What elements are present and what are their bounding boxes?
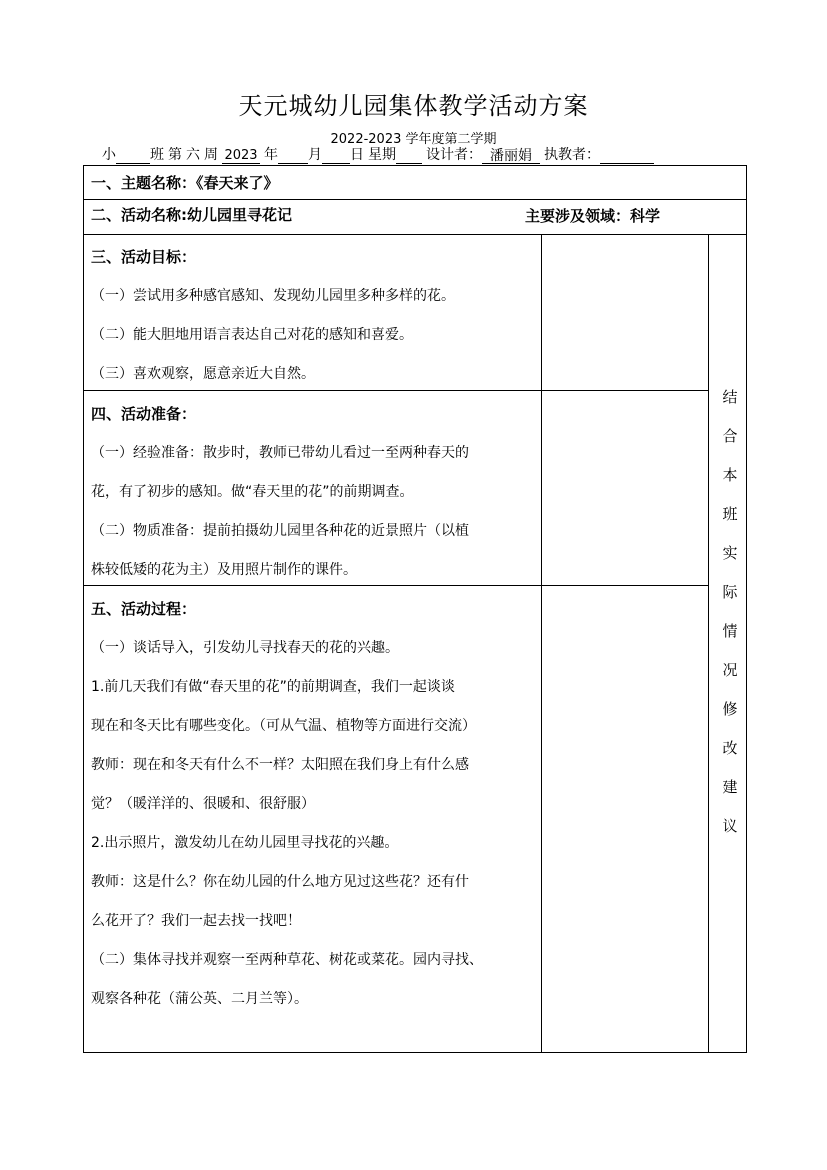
weekday-blank	[396, 147, 422, 164]
side-note-char: 本	[722, 466, 738, 484]
side-note-char: 班	[722, 505, 738, 523]
goals-line: （三）喜欢观察，愿意亲近大自然。	[91, 366, 315, 382]
week-prefix: 第	[168, 147, 182, 163]
process-line: 现在和冬天比有哪些变化。（可从气温、植物等方面进行交流）	[91, 718, 476, 734]
rule-after-theme	[84, 199, 746, 200]
side-note-char: 改	[722, 739, 738, 757]
process-line: 观察各种花（蒲公英、二月兰等）。	[91, 991, 308, 1007]
prep-line: 花，有了初步的感知。做“春天里的花”的前期调查。	[91, 484, 414, 500]
year-value: 2023	[222, 147, 260, 164]
process-line: 教师：这是什么？你在幼儿园的什么地方见过这些花？还有什	[91, 874, 469, 890]
side-note-char: 修	[722, 700, 738, 718]
side-note-char: 结	[722, 388, 738, 406]
process-line: 教师：现在和冬天有什么不一样？太阳照在我们身上有什么感	[91, 757, 469, 773]
rule-col-content	[541, 234, 542, 1052]
semester-subtitle: 2022-2023 学年度第二学期	[330, 132, 497, 147]
process-line: 觉？（暖洋洋的、很暖和、很舒服）	[91, 796, 315, 812]
process-line: 么花开了？我们一起去找一找吧！	[91, 913, 301, 929]
prep-heading: 四、活动准备：	[91, 405, 197, 423]
prep-line: （二）物质准备：提前拍摄幼儿园里各种花的近景照片（以植	[91, 523, 469, 539]
goals-heading: 三、活动目标：	[91, 248, 197, 266]
prep-line: 株较低矮的花为主）及用照片制作的课件。	[91, 562, 357, 578]
designer-value: 潘丽娟	[482, 147, 540, 164]
activity-row: 二、活动名称:幼儿园里寻花记	[91, 206, 292, 224]
year-suffix: 年	[264, 147, 278, 163]
class-suffix: 班	[150, 147, 164, 163]
day-suffix: 日	[350, 147, 364, 163]
week-value: 六	[186, 147, 200, 163]
week-suffix: 周	[204, 147, 218, 163]
prep-section	[91, 395, 539, 590]
side-note-char: 议	[722, 817, 738, 835]
side-note-char: 况	[722, 661, 738, 679]
prep-line: （一）经验准备：散步时，教师已带幼儿看过一至两种春天的	[91, 445, 469, 461]
goals-line: （一）尝试用多种感官感知、发现幼儿园里多种多样的花。	[91, 288, 455, 304]
side-note-column	[713, 378, 747, 846]
process-line: 1.前几天我们有做“春天里的花”的前期调查，我们一起谈谈	[91, 679, 455, 695]
month-blank	[278, 147, 308, 164]
side-note-char: 合	[722, 427, 738, 445]
weekday-label: 星期	[368, 147, 396, 163]
process-heading: 五、活动过程：	[91, 600, 197, 618]
plan-table	[83, 165, 747, 1053]
info-line	[102, 146, 752, 164]
process-section	[91, 590, 539, 1019]
month-suffix: 月	[308, 147, 322, 163]
designer-label: 设计者：	[426, 147, 482, 163]
process-line: （二）集体寻找并观察一至两种草花、树花或菜花。园内寻找、	[91, 952, 483, 968]
side-note-char: 实	[722, 544, 738, 562]
teacher-label: 执教者：	[544, 147, 600, 163]
process-line: （一）谈话导入，引发幼儿寻找春天的花的兴趣。	[91, 640, 399, 656]
side-note-char: 际	[722, 583, 738, 601]
page-title: 天元城幼儿园集体教学活动方案	[238, 92, 589, 120]
day-blank	[322, 147, 350, 164]
goals-section	[91, 238, 539, 394]
goals-line: （二）能大胆地用语言表达自己对花的感知和喜爱。	[91, 327, 413, 343]
rule-col-side	[708, 234, 709, 1052]
rule-after-activity	[84, 234, 746, 235]
process-line: 2.出示照片，激发幼儿在幼儿园里寻找花的兴趣。	[91, 835, 399, 851]
domain-label: 主要涉及领域：科学	[525, 207, 661, 225]
class-prefix: 小	[102, 147, 116, 163]
theme-row: 一、主题名称：《春天来了》	[91, 174, 279, 192]
side-note-char: 建	[722, 778, 738, 796]
teacher-blank	[600, 147, 654, 164]
class-blank	[116, 147, 150, 164]
side-note-char: 情	[722, 622, 738, 640]
